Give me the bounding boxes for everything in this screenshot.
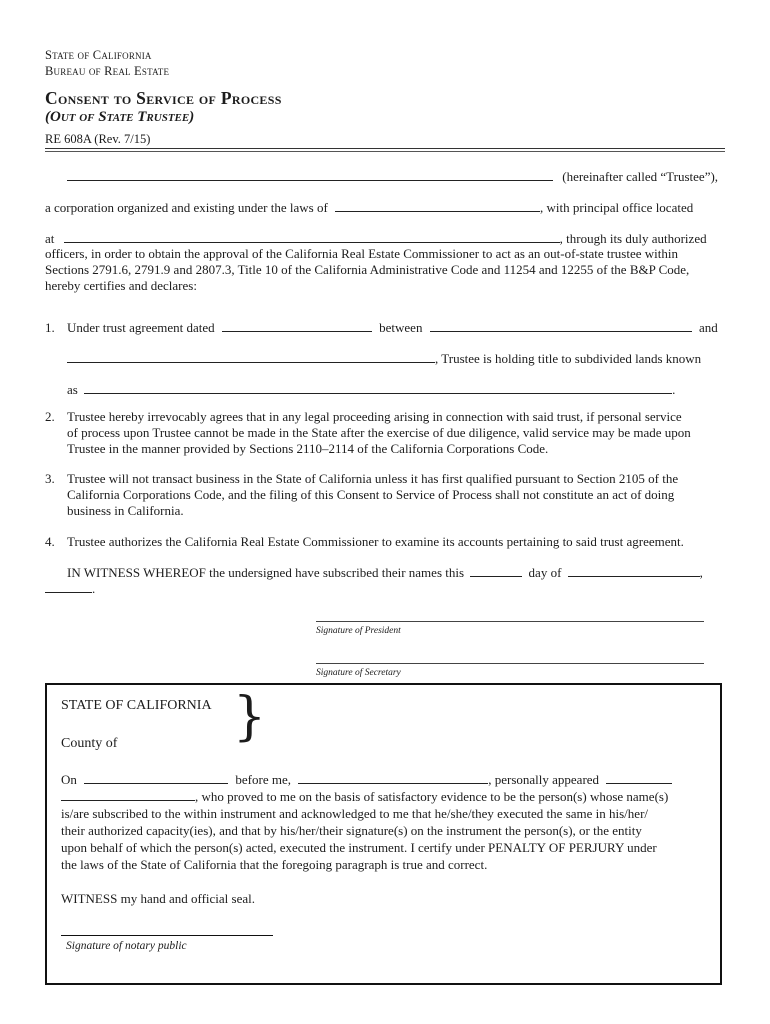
item-2-line-2: of process upon Trustee cannot be made in the State after the exercise of due diligence, valid service may be made upon <box>67 425 691 440</box>
dated-label: Under trust agreement dated <box>67 320 215 335</box>
header-rule-top <box>45 148 725 149</box>
notary-line-4: their authorized capacity(ies), and that by his/her/their signature(s) on the instrument the person(s), or the entity <box>61 823 642 838</box>
notary-line-3: is/are subscribed to the within instrument and acknowledged to me that he/she/they executed the same in his/her/ <box>61 806 649 821</box>
item-1-number: 1. <box>45 320 55 335</box>
item-2-line-1: Trustee hereby irrevocably agrees that in any legal proceeding arising in connection with said trust, if personal service <box>67 409 682 424</box>
form-title: Consent to Service of Process <box>45 88 282 108</box>
president-signature-line[interactable] <box>316 621 704 622</box>
proved-text: , who proved to me on the basis of satisfactory evidence to be the person(s) whose name(s) <box>195 789 669 804</box>
trustee-called-label: (hereinafter called “Trustee”), <box>562 169 719 184</box>
intro-line-1: officers, in order to obtain the approval of the California Real Estate Commissioner to act as an out-of-state trustee within <box>45 246 678 261</box>
witness-period: . <box>92 581 96 596</box>
corporation-row <box>45 200 725 216</box>
appeared-name-field-2[interactable] <box>61 789 195 801</box>
at-label: at <box>45 231 55 246</box>
item-3-line-1: Trustee will not transact business in the State of California unless it has first qualified pursuant to Section 2105 of the <box>67 471 679 486</box>
item-1-row-1 <box>67 320 727 336</box>
notary-date-field[interactable] <box>84 772 228 784</box>
notary-line-5: upon behalf of which the person(s) acted, executed the instrument. I certify under PENALTY OF PERJURY under <box>61 840 657 855</box>
lands-known-as-field[interactable] <box>84 382 672 394</box>
item-4-line-1: Trustee authorizes the California Real Estate Commissioner to examine its accounts pertaining to said trust agreement. <box>67 534 684 549</box>
witness-comma: , <box>699 565 703 580</box>
witness-label: IN WITNESS WHEREOF the undersigned have subscribed their names this <box>67 565 465 580</box>
venue-brace: } <box>233 687 267 747</box>
president-signature-label: Signature of President <box>316 626 401 636</box>
notary-row-1 <box>61 772 711 788</box>
witness-row <box>67 565 727 581</box>
appeared-name-field-1[interactable] <box>606 772 672 784</box>
trustee-name-field[interactable] <box>67 169 553 181</box>
corporation-laws-field[interactable] <box>335 200 540 212</box>
trust-date-field[interactable] <box>222 320 372 332</box>
agency-state: State of California <box>45 48 152 62</box>
secretary-signature-label: Signature of Secretary <box>316 668 401 678</box>
witness-year-field[interactable] <box>45 581 92 593</box>
notary-signature-line[interactable] <box>61 935 273 936</box>
notary-name-field[interactable] <box>298 772 488 784</box>
witness-row-2 <box>45 581 95 597</box>
secretary-signature-line[interactable] <box>316 663 704 664</box>
appeared-label: , personally appeared <box>488 772 600 787</box>
second-party-field[interactable] <box>67 351 435 363</box>
before-me-label: before me, <box>235 772 291 787</box>
item-2-number: 2. <box>45 409 55 424</box>
witness-month-field[interactable] <box>568 565 700 577</box>
day-of-label: day of <box>528 565 562 580</box>
notary-line-6: the laws of the State of California that the foregoing paragraph is true and correct. <box>61 857 488 872</box>
principal-office-label: , with principal office located <box>540 200 694 215</box>
form-subtitle: (Out of State Trustee) <box>45 109 195 125</box>
agency-bureau: Bureau of Real Estate <box>45 64 170 78</box>
item-3-number: 3. <box>45 471 55 486</box>
trust-party-field[interactable] <box>430 320 692 332</box>
item-1-period: . <box>672 382 676 397</box>
notary-state: STATE OF CALIFORNIA <box>61 698 212 713</box>
principal-office-field[interactable] <box>64 231 560 243</box>
intro-line-2: Sections 2791.6, 2791.9 and 2807.3, Title 10 of the California Administrative Code and 11254 and 12255 of the B&P Code, <box>45 262 690 277</box>
intro-line-3: hereby certifies and declares: <box>45 278 197 293</box>
and-label: and <box>698 320 718 335</box>
authorized-label: , through its duly authorized <box>559 231 707 246</box>
witness-day-field[interactable] <box>470 565 522 577</box>
between-label: between <box>379 320 423 335</box>
item-1-row-2 <box>67 351 727 367</box>
header-rule-bottom <box>45 151 725 152</box>
corporation-label: a corporation organized and existing under the laws of <box>45 200 328 215</box>
form-number: RE 608A (Rev. 7/15) <box>45 132 151 146</box>
notary-row-2 <box>61 789 711 805</box>
trustee-name-row <box>45 169 725 185</box>
item-2-line-3: Trustee in the manner provided by Sections 2110–2114 of the California Corporations Code. <box>67 441 549 456</box>
item-3-line-3: business in California. <box>67 503 184 518</box>
on-label: On <box>61 772 77 787</box>
item-3-line-2: California Corporations Code, and the filing of this Consent to Service of Process shall not constitute an act of doing <box>67 487 675 502</box>
as-label: as <box>67 382 78 397</box>
item-1-row-3 <box>67 382 727 398</box>
address-row <box>45 231 725 247</box>
witness-seal-text: WITNESS my hand and official seal. <box>61 891 255 906</box>
holding-title-label: , Trustee is holding title to subdivided lands known <box>435 351 702 366</box>
item-4-number: 4. <box>45 534 55 549</box>
notary-county-label: County of <box>61 736 118 751</box>
notary-signature-label: Signature of notary public <box>66 940 187 952</box>
